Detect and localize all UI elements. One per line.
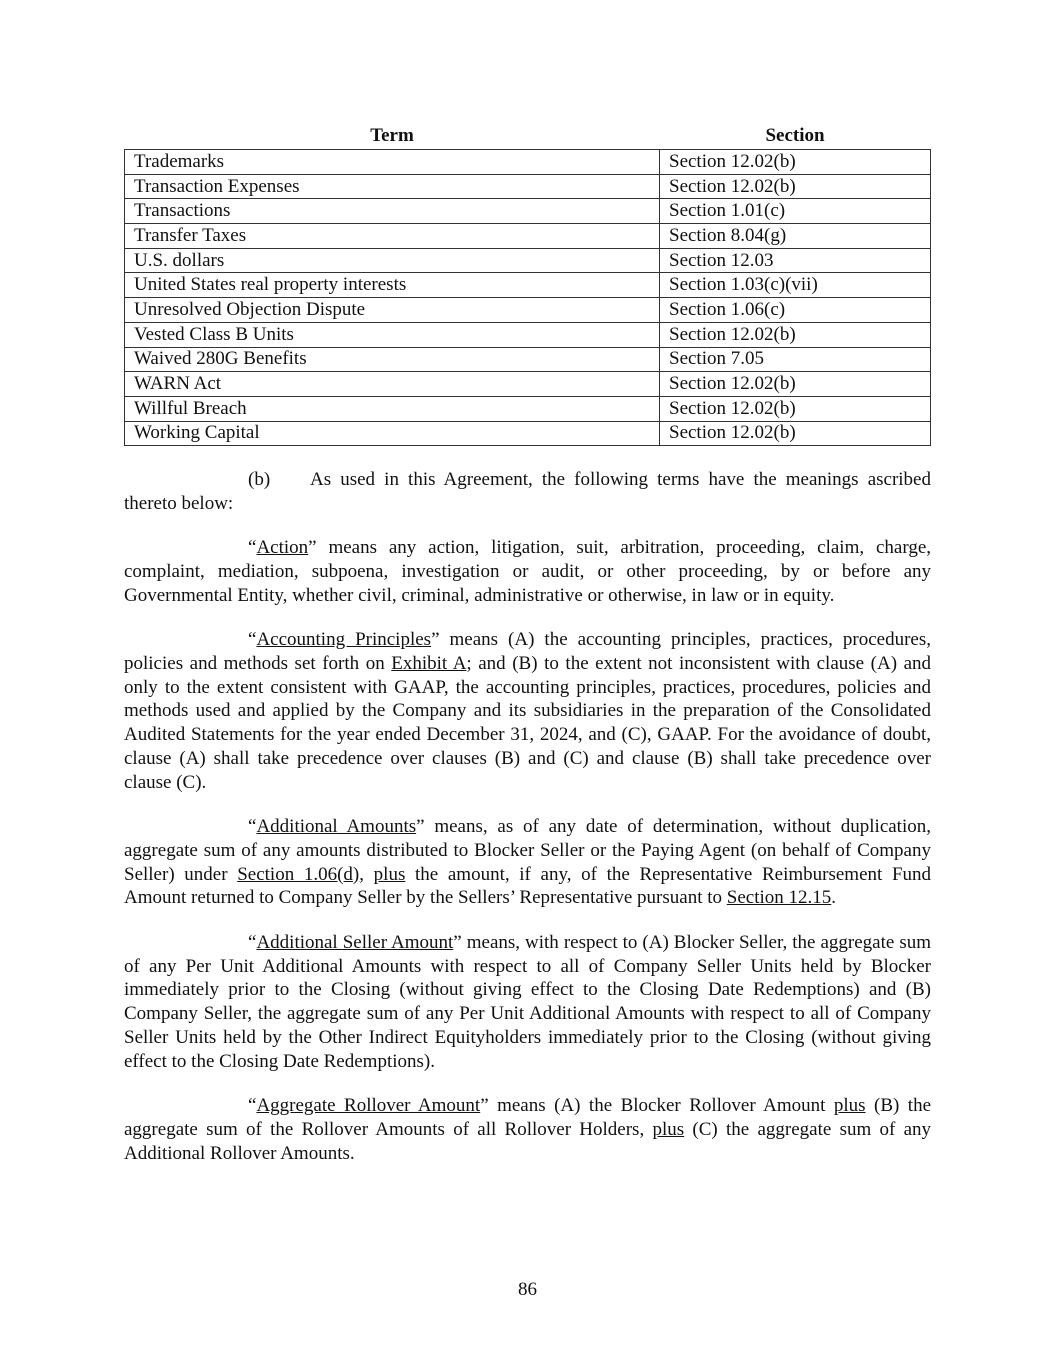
cross-reference: Section 1.06(d) [237, 863, 360, 885]
definition-text: (B) the aggregate sum of the Rollover Amounts of all Rollover Holders, [124, 1095, 931, 1140]
term-cell: Transactions [125, 199, 660, 224]
table-row [125, 174, 931, 199]
table-row [125, 150, 931, 175]
term-cell: Unresolved Objection Dispute [125, 298, 660, 323]
definition-text: means, as of any date of determination, without duplication, aggregate sum of any amounts distributed to Blocker Seller or the Paying Agent (on behalf of Company Seller) under [124, 816, 931, 885]
section-cell: Section 8.04(g) [660, 224, 931, 249]
definition-additional-seller-amount: “Additional Seller Amount” means, with respect to (A) Blocker Seller, the aggregate sum of any Per Unit Additional Amounts with respect to all of Company Seller Units held by Blocker immediately prior to the Closing (without giving effect to the Closing Date Redemptions) and (B) Company Seller, the aggregate sum of any Per Unit Additional Amounts with respect to all of Company Seller Units held by the Other Indirect Equityholders immediately prior to the Closing (without giving effect to the Closing Date Redemptions). [124, 931, 932, 1072]
intro-paragraph [124, 468, 931, 516]
defined-term: Accounting Principles [256, 628, 432, 650]
definition-accounting-principles: “Accounting Principles” means (A) the accounting principles, practices, procedures, policies and methods set forth on Exhibit A; and (B) to the extent not inconsistent with clause (A) and only to the extent consistent with GAAP, the accounting principles, practices, procedures, policies and methods used and applied by the Company and its subsidiaries in the preparation of the Consolidated Audited Statements for the year ended December 31, 2024, and (C), GAAP. For the avoidance of doubt, clause (A) shall take precedence over clauses (B) and (C) and clause (B) shall take precedence over clause (C). [124, 628, 931, 793]
defined-term: Aggregate Rollover Amount [256, 1095, 481, 1117]
section-column-header: Section [765, 125, 825, 146]
definitions-body [124, 468, 931, 1186]
plus-term: plus [373, 863, 406, 885]
term-cell: WARN Act [125, 372, 660, 397]
term-cell: United States real property interests [125, 273, 660, 298]
definition-text: means (A) the accounting principles, practices, procedures, policies and methods set forth on [124, 628, 931, 674]
table-row [125, 421, 931, 446]
term-cell: Vested Class B Units [125, 322, 660, 347]
table-row [125, 248, 931, 273]
separator: , [359, 863, 365, 885]
clause-label: (b) [248, 469, 271, 490]
table-row [125, 347, 931, 372]
term-cell: Waived 280G Benefits [125, 347, 660, 372]
definition-additional-amounts: “Additional Amounts” means, as of any date of determination, without duplication, aggregate sum of any amounts distributed to Blocker Seller or the Paying Agent (on behalf of Company Seller) under Section 1.06(d), plus the amount, if any, of the Representative Reimbursement Fund Amount returned to Company Seller by the Sellers’ Representative pursuant to Section 12.15. [124, 816, 932, 909]
table-row [125, 396, 931, 421]
defined-terms-table [124, 124, 931, 446]
section-cell: Section 12.02(b) [660, 150, 931, 175]
section-cell: Section 1.03(c)(vii) [660, 273, 931, 298]
definition-text: ; and (B) to the extent not inconsistent with clause (A) and only to the extent consistent with GAAP, the accounting principles, practices, procedures, policies and methods used and applied by the Company and its subsidiaries in the preparation of the Consolidated Audited Statements for the year ended December 31, 2024, and (C), GAAP. For the avoidance of doubt, clause (A) shall take precedence over clauses (B) and (C) and clause (B) shall take precedence over clause (C). [124, 652, 931, 793]
cross-reference: Exhibit A [391, 652, 467, 674]
section-cell: Section 12.02(b) [660, 396, 931, 421]
section-cell: Section 7.05 [660, 347, 931, 372]
plus-term: plus [833, 1095, 866, 1117]
table-row [125, 199, 931, 224]
plus-term: plus [652, 1118, 685, 1140]
definition-text: means any action, litigation, suit, arbitration, proceeding, claim, charge, complaint, mediation, subpoena, investigation or audit, or other proceeding, by or before any Governmental Entity, whether civil, criminal, administrative or otherwise, in law or in equity. [124, 537, 932, 606]
defined-term: Additional Amounts [256, 816, 417, 838]
definition-text: (C) the aggregate sum of any Additional Rollover Amounts. [124, 1118, 932, 1164]
section-cell: Section 12.02(b) [660, 421, 931, 446]
section-cell: Section 12.02(b) [660, 322, 931, 347]
end-punctuation: . [831, 887, 837, 909]
table-row [125, 224, 931, 249]
section-cell: Section 1.01(c) [660, 199, 931, 224]
term-cell: Transfer Taxes [125, 224, 660, 249]
definition-action: “Action” means any action, litigation, suit, arbitration, proceeding, claim, charge, complaint, mediation, subpoena, investigation or audit, or other proceeding, by or before any Governmental Entity, whether civil, criminal, administrative or otherwise, in law or in equity. [124, 537, 932, 606]
definition-text: means (A) the Blocker Rollover Amount [497, 1095, 826, 1117]
definition-text: the amount, if any, of the Representative Reimbursement Fund Amount returned to Company Seller by the Sellers’ Representative pursuant to [124, 863, 932, 909]
term-cell: Working Capital [125, 421, 660, 446]
term-cell: Trademarks [125, 150, 660, 175]
table-header-row [125, 124, 931, 150]
defined-term: Additional Seller Amount [256, 931, 454, 953]
table-row [125, 322, 931, 347]
table-row [125, 372, 931, 397]
term-cell: U.S. dollars [125, 248, 660, 273]
section-cell: Section 1.06(c) [660, 298, 931, 323]
definition-text: means, with respect to (A) Blocker Seller, the aggregate sum of any Per Unit Additional Amounts with respect to all of Company Seller Units held by Blocker immediately prior to the Closing (without giving effect to the Closing Date Redemptions) and (B) Company Seller, the aggregate sum of any Per Unit Additional Amounts with respect to all of Company Seller Units held by the Other Indirect Equityholders immediately prior to the Closing (without giving effect to the Closing Date Redemptions). [124, 931, 932, 1072]
section-cell: Section 12.02(b) [660, 174, 931, 199]
intro-text: As used in this Agreement, the following terms have the meanings ascribed thereto below: [124, 469, 931, 514]
term-column-header: Term [370, 125, 414, 146]
section-cell: Section 12.02(b) [660, 372, 931, 397]
term-cell: Transaction Expenses [125, 174, 660, 199]
table-row [125, 298, 931, 323]
cross-reference: Section 12.15 [726, 887, 832, 909]
table-row [125, 273, 931, 298]
definition-aggregate-rollover-amount: “Aggregate Rollover Amount” means (A) the Blocker Rollover Amount plus (B) the aggregate sum of the Rollover Amounts of all Rollover Holders, plus (C) the aggregate sum of any Additional Rollover Amounts. [124, 1095, 932, 1164]
page-number: 86 [518, 1279, 537, 1300]
section-cell: Section 12.03 [660, 248, 931, 273]
term-cell: Willful Breach [125, 396, 660, 421]
defined-term: Action [256, 537, 309, 559]
